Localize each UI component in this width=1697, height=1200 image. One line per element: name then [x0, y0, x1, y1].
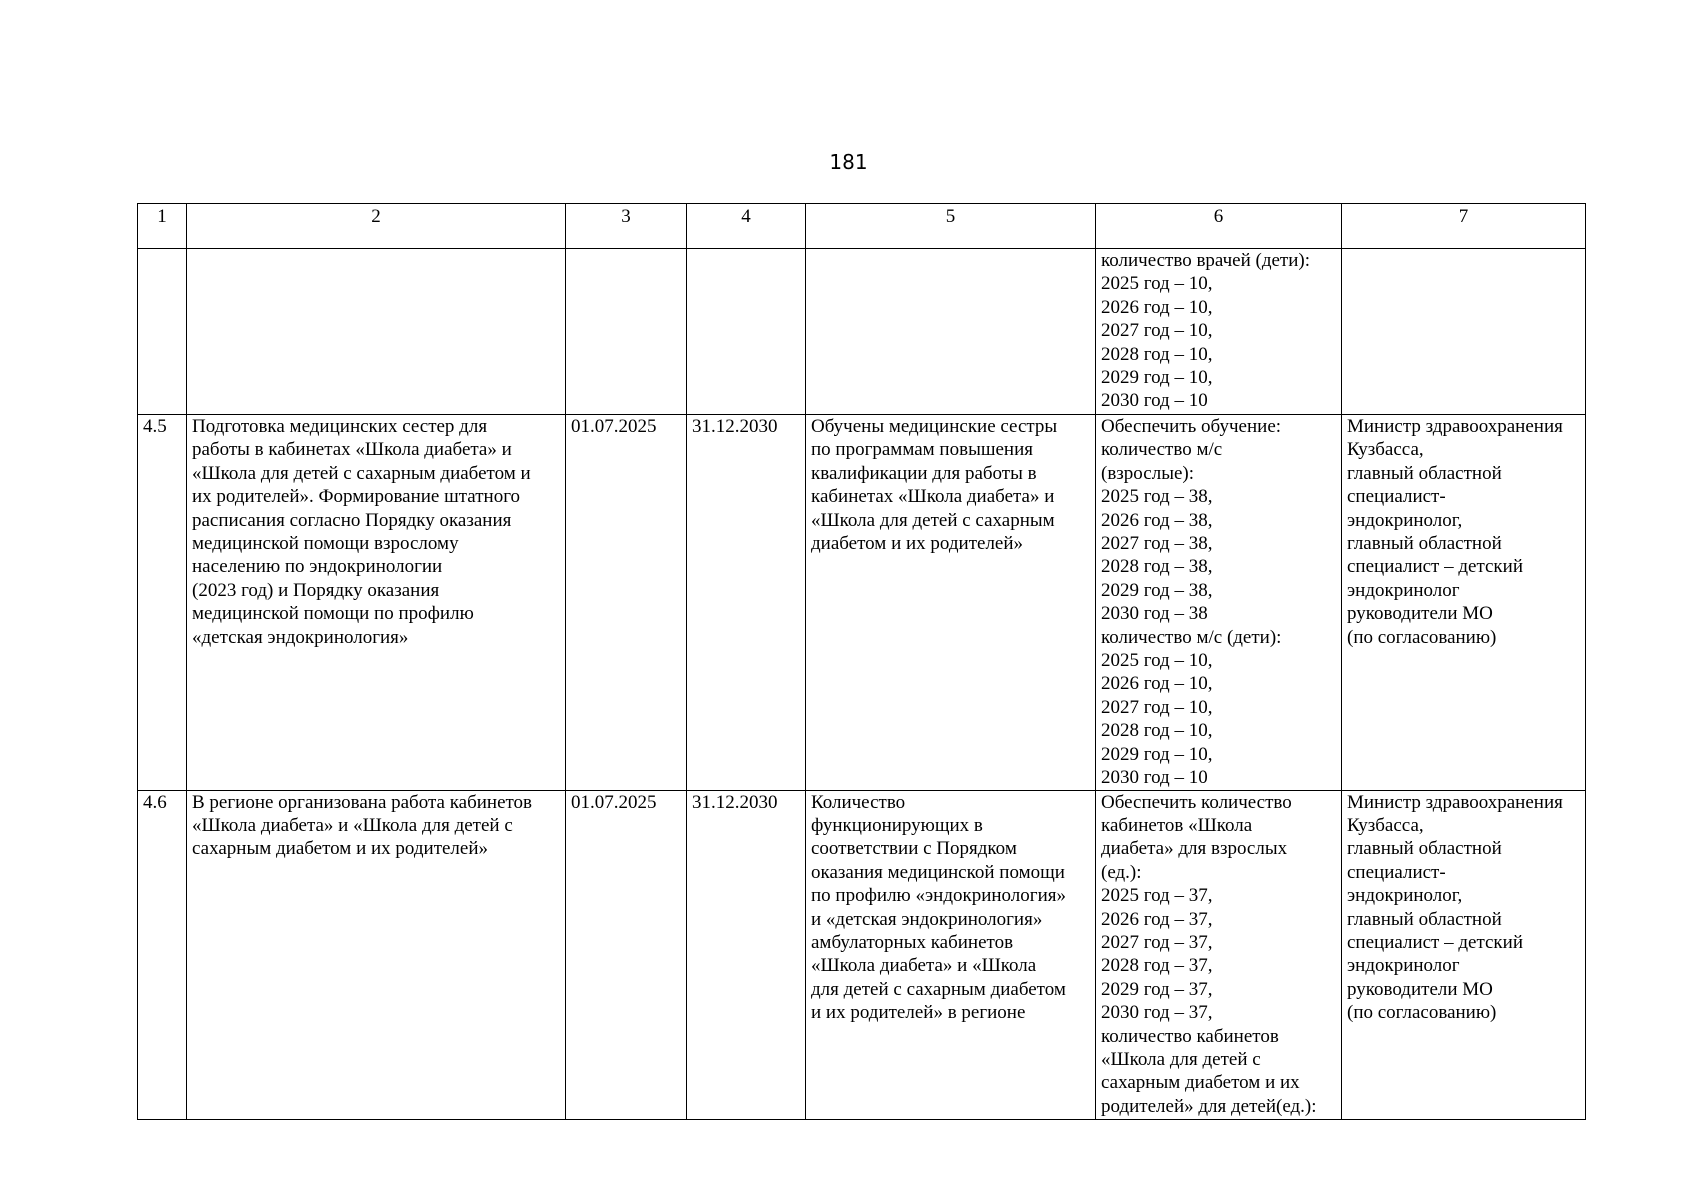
text-line: руководители МО — [1347, 978, 1493, 1000]
text-line: их родителей». Формирование штатного — [192, 486, 521, 508]
plan-table — [137, 203, 1586, 1120]
header-cell-3: 3 — [566, 204, 687, 249]
text-line: 2028 год – 37, — [1101, 955, 1213, 977]
text-line: руководители МО — [1347, 603, 1493, 625]
text-line: 2027 год – 10, — [1101, 696, 1213, 718]
text-line: специалист – детский — [1347, 556, 1523, 578]
start-date: 01.07.2025 — [566, 790, 687, 1119]
text-line: 2026 год – 38, — [1101, 509, 1213, 531]
text-line: работы в кабинетах «Школа диабета» и — [192, 439, 512, 461]
text-line: 2025 год – 37, — [1101, 885, 1213, 907]
text-line: функционирующих в — [811, 814, 983, 836]
end-date: 31.12.2030 — [687, 415, 806, 791]
text-line: главный областной — [1347, 908, 1502, 930]
end-date — [687, 249, 806, 415]
text-line: главный областной — [1347, 462, 1502, 484]
text-line: кабинетов «Школа — [1101, 814, 1253, 836]
target-indicator — [1096, 415, 1342, 791]
text-line: Министр здравоохранения — [1347, 416, 1563, 437]
text-line: 2027 год – 10, — [1101, 320, 1213, 342]
text-line: по профилю «эндокринология» — [811, 885, 1066, 907]
text-line: родителей» для детей(ед.): — [1101, 1095, 1317, 1117]
text-line: количество врачей (дети): — [1101, 250, 1311, 271]
text-line: 2030 год – 37, — [1101, 1002, 1213, 1024]
target-indicator — [1096, 790, 1342, 1119]
text-line: по программам повышения — [811, 439, 1033, 461]
text-line: 2029 год – 10, — [1101, 743, 1213, 765]
text-line: 2030 год – 10 — [1101, 390, 1208, 412]
activity-name — [187, 415, 566, 791]
text-line: сахарным диабетом и их родителей» — [192, 838, 489, 860]
start-date — [566, 249, 687, 415]
text-line: 2028 год – 10, — [1101, 343, 1213, 365]
text-line: Обеспечить обучение: — [1101, 416, 1282, 437]
text-line: 2028 год – 10, — [1101, 720, 1213, 742]
text-line: медицинской помощи по профилю — [192, 603, 474, 625]
item-number — [138, 249, 187, 415]
text-line: 2026 год – 10, — [1101, 296, 1213, 318]
text-line: Обучены медицинские сестры — [811, 416, 1058, 437]
text-line: главный областной — [1347, 533, 1502, 555]
text-line: «Школа для детей с — [1101, 1048, 1261, 1070]
responsible-party — [1342, 249, 1586, 415]
text-line: «Школа для детей с сахарным диабетом и — [192, 462, 531, 484]
header-cell-6: 6 — [1096, 204, 1342, 249]
text-line: «Школа для детей с сахарным — [811, 509, 1055, 531]
text-line: медицинской помощи взрослому — [192, 533, 459, 555]
responsible-party — [1342, 415, 1586, 791]
text-line: амбулаторных кабинетов — [811, 931, 1014, 953]
text-line: «детская эндокринология» — [192, 626, 409, 648]
text-line: специалист- — [1347, 861, 1446, 883]
item-number: 4.5 — [138, 415, 187, 791]
text-line: Обеспечить количество — [1101, 791, 1292, 813]
text-line: 2026 год – 37, — [1101, 908, 1213, 930]
text-line: оказания медицинской помощи — [811, 861, 1065, 883]
text-line: специалист- — [1347, 486, 1446, 508]
header-cell-1: 1 — [138, 204, 187, 249]
text-line: количество кабинетов — [1101, 1025, 1279, 1047]
start-date: 01.07.2025 — [566, 415, 687, 791]
text-line: Подготовка медицинских сестер для — [192, 416, 488, 437]
responsible-party — [1342, 790, 1586, 1119]
text-line: диабета» для взрослых — [1101, 838, 1288, 860]
activity-name — [187, 249, 566, 415]
text-line: для детей с сахарным диабетом — [811, 978, 1066, 1000]
text-line: населению по эндокринологии — [192, 556, 443, 578]
page-number: 181 — [829, 150, 868, 174]
text-line: кабинетах «Школа диабета» и — [811, 486, 1055, 508]
text-line: Кузбасса, — [1347, 439, 1424, 461]
text-line: количество м/с (дети): — [1101, 626, 1282, 648]
text-line: 2025 год – 10, — [1101, 650, 1213, 672]
text-line: 2029 год – 37, — [1101, 978, 1213, 1000]
text-line: Кузбасса, — [1347, 814, 1424, 836]
item-number: 4.6 — [138, 790, 187, 1119]
header-cell-2: 2 — [187, 204, 566, 249]
text-line: Министр здравоохранения — [1347, 791, 1563, 813]
text-line: и «детская эндокринология» — [811, 908, 1043, 930]
text-line: «Школа диабета» и «Школа — [811, 955, 1037, 977]
text-line: эндокринолог, — [1347, 885, 1463, 907]
text-line: 2025 год – 38, — [1101, 486, 1213, 508]
text-line: 2030 год – 38 — [1101, 603, 1208, 625]
table-row — [138, 790, 1586, 1119]
text-line: (по согласованию) — [1347, 626, 1497, 648]
header-cell-5: 5 — [806, 204, 1096, 249]
text-line: В регионе организована работа кабинетов — [192, 791, 533, 813]
activity-name — [187, 790, 566, 1119]
text-line: (ед.): — [1101, 861, 1142, 883]
text-line: Количество — [811, 791, 906, 813]
text-line: 2028 год – 38, — [1101, 556, 1213, 578]
header-cell-7: 7 — [1342, 204, 1586, 249]
text-line: количество м/с — [1101, 439, 1223, 461]
expected-result — [806, 790, 1096, 1119]
text-line: специалист – детский — [1347, 931, 1523, 953]
text-line: главный областной — [1347, 838, 1502, 860]
text-line: 2029 год – 38, — [1101, 579, 1213, 601]
text-line: соответствии с Порядком — [811, 838, 1017, 860]
text-line: «Школа диабета» и «Школа для детей с — [192, 814, 513, 836]
text-line: (взрослые): — [1101, 462, 1194, 484]
header-row — [138, 204, 1586, 249]
text-line: 2026 год – 10, — [1101, 673, 1213, 695]
expected-result — [806, 415, 1096, 791]
text-line: квалификации для работы в — [811, 462, 1037, 484]
table-row — [138, 249, 1586, 415]
end-date: 31.12.2030 — [687, 790, 806, 1119]
text-line: 2025 год – 10, — [1101, 273, 1213, 295]
text-line: 2027 год – 37, — [1101, 931, 1213, 953]
text-line: (2023 год) и Порядку оказания — [192, 579, 440, 601]
text-line: сахарным диабетом и их — [1101, 1072, 1300, 1094]
text-line: 2027 год – 38, — [1101, 533, 1213, 555]
text-line: эндокринолог, — [1347, 509, 1463, 531]
text-line: диабетом и их родителей» — [811, 533, 1024, 555]
text-line: эндокринолог — [1347, 955, 1460, 977]
text-line: 2029 год – 10, — [1101, 367, 1213, 389]
text-line: 2030 год – 10 — [1101, 767, 1208, 789]
text-line: (по согласованию) — [1347, 1002, 1497, 1024]
expected-result — [806, 249, 1096, 415]
text-line: и их родителей» в регионе — [811, 1002, 1026, 1024]
text-line: эндокринолог — [1347, 579, 1460, 601]
table-row — [138, 415, 1586, 791]
target-indicator — [1096, 249, 1342, 415]
header-cell-4: 4 — [687, 204, 806, 249]
text-line: расписания согласно Порядку оказания — [192, 509, 512, 531]
